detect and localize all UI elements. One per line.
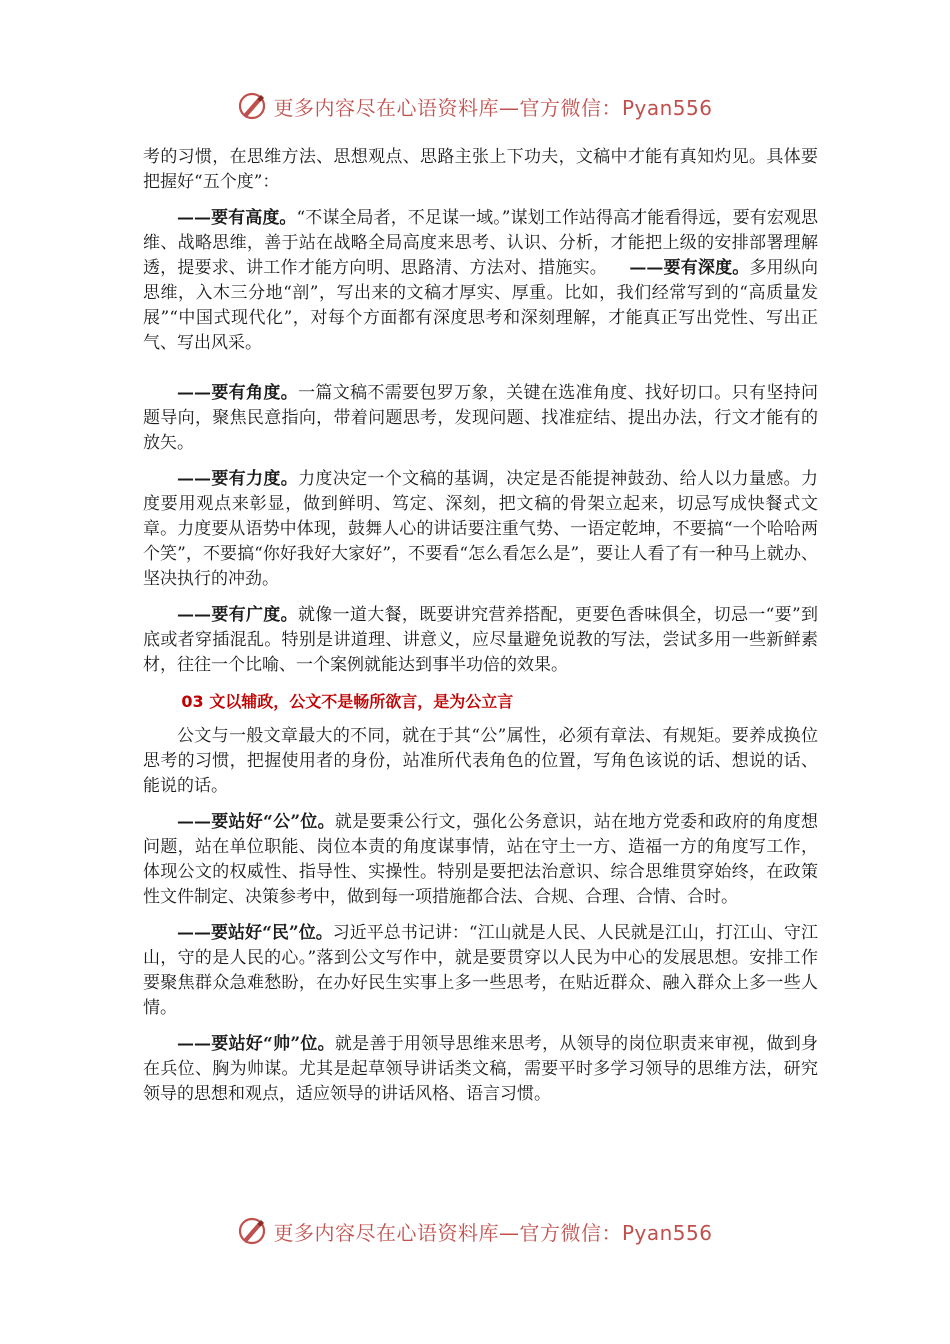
paragraph-strength: [143, 467, 818, 592]
pen-logo-icon: [237, 91, 267, 121]
header-banner: [0, 86, 950, 126]
text-depth: 多用纵向思维，入木三分地“剖”，写出来的文稿才厚实、厚重。比如，我们经常写到的“高质量发展”“中国式现代化”，对每个方面都有深度思考和深刻理解，才能真正写出党性、写出正气、写出风采。: [143, 258, 819, 353]
pen-logo-icon: [237, 1216, 267, 1246]
text-strength: 力度决定一个文稿的基调，决定是否能提神鼓劲、给人以力量感。力度要用观点来彰显，做到鲜明、笃定、深刻，把文稿的骨架立起来，切忌写成快餐式文章。力度要从语势中体现，鼓舞人心的讲话要注重气势、一语定乾坤，不要搞“一个哈哈两个笑”，不要搞“你好我好大家好”，不要看“怎么看怎么是”，要让人看了有一种马上就办、坚决执行的冲劲。: [143, 469, 819, 589]
header-banner-text: 更多内容尽在心语资料库—官方微信：Pyan556: [273, 95, 713, 120]
lead-depth: ——要有深度。: [629, 258, 750, 278]
paragraph-intro: 考的习惯，在思维方法、思想观点、思路主张上下功夫，文稿中才能有真知灼见。具体要把握好“五个度”：: [143, 147, 818, 192]
paragraph-breadth: [143, 603, 818, 678]
document-body: [143, 145, 818, 1118]
lead-breadth: ——要有广度。: [177, 605, 298, 625]
lead-strength: ——要有力度。: [177, 469, 299, 489]
lead-angle: ——要有角度。: [177, 383, 299, 403]
text-people-position: 习近平总书记讲：“江山就是人民、人民就是江山，打江山、守江山，守的是人民的心。”落到公文写作中，就是要贯穿以人民为中心的发展思想。安排工作要聚焦群众急难愁盼，在办好民生实事上多一些思考，在贴近群众、融入群众上多一些人情。: [143, 923, 818, 1018]
paragraph-leader-position: [143, 1032, 818, 1107]
spacer: [143, 367, 818, 381]
paragraph-height-depth: [143, 206, 818, 356]
text-height: “不谋全局者，不足谋一域。”谋划工作站得高才能看得远，要有宏观思维、战略思维，善于站在战略全局高度来思考、认识、分析，才能把上级的安排部署理解透，提要求、讲工作才能方向明、思路清、方法对、措施实。: [143, 208, 819, 278]
section-heading-03: 03 文以辅政，公文不是畅所欲言，是为公立言: [181, 692, 514, 711]
footer-banner-text: 更多内容尽在心语资料库—官方微信：Pyan556: [273, 1220, 713, 1245]
text-public-position: 就是要秉公行文，强化公务意识，站在地方党委和政府的角度想问题，站在单位职能、岗位本责的角度谋事情，站在守土一方、造福一方的角度写工作，体现公文的权威性、指导性、实操性。特别是要把法治意识、综合思维贯穿始终，在政策性文件制定、决策参考中，做到每一项措施都合法、合规、合理、合情、合时。: [143, 812, 818, 907]
text-angle: 一篇文稿不需要包罗万象，关键在选准角度、找好切口。只有坚持问题导向，聚焦民意指向，带着问题思考，发现问题、找准症结、提出办法，行文才能有的放矢。: [143, 383, 819, 453]
paragraph-people-position: [143, 921, 818, 1021]
lead-people-position: ——要站好“民”位。: [177, 923, 333, 943]
lead-height: ——要有高度。: [177, 208, 297, 228]
footer-banner: [0, 1211, 950, 1251]
text-leader-position: 就是善于用领导思维来思考，从领导的岗位职责来审视，做到身在兵位、胸为帅谋。尤其是起草领导讲话类文稿，需要平时多学习领导的思维方法，研究领导的思想和观点，适应领导的讲话风格、语言习惯。: [143, 1034, 818, 1104]
paragraph-public-nature: 公文与一般文章最大的不同，就在于其“公”属性，必须有章法、有规矩。要养成换位思考的习惯，把握使用者的身份，站准所代表角色的位置，写角色该说的话、想说的话、能说的话。: [143, 726, 818, 796]
paragraph-angle: [143, 381, 818, 456]
paragraph-public-position: [143, 810, 818, 910]
lead-leader-position: ——要站好“帅”位。: [177, 1034, 335, 1054]
text-breadth: 就像一道大餐，既要讲究营养搭配，更要色香味俱全，切忌一“要”到底或者穿插混乱。特别是讲道理、讲意义，应尽量避免说教的写法，尝试多用一些新鲜素材，往往一个比喻、一个案例就能达到事半功倍的效果。: [143, 605, 818, 675]
lead-public-position: ——要站好“公”位。: [177, 812, 335, 832]
